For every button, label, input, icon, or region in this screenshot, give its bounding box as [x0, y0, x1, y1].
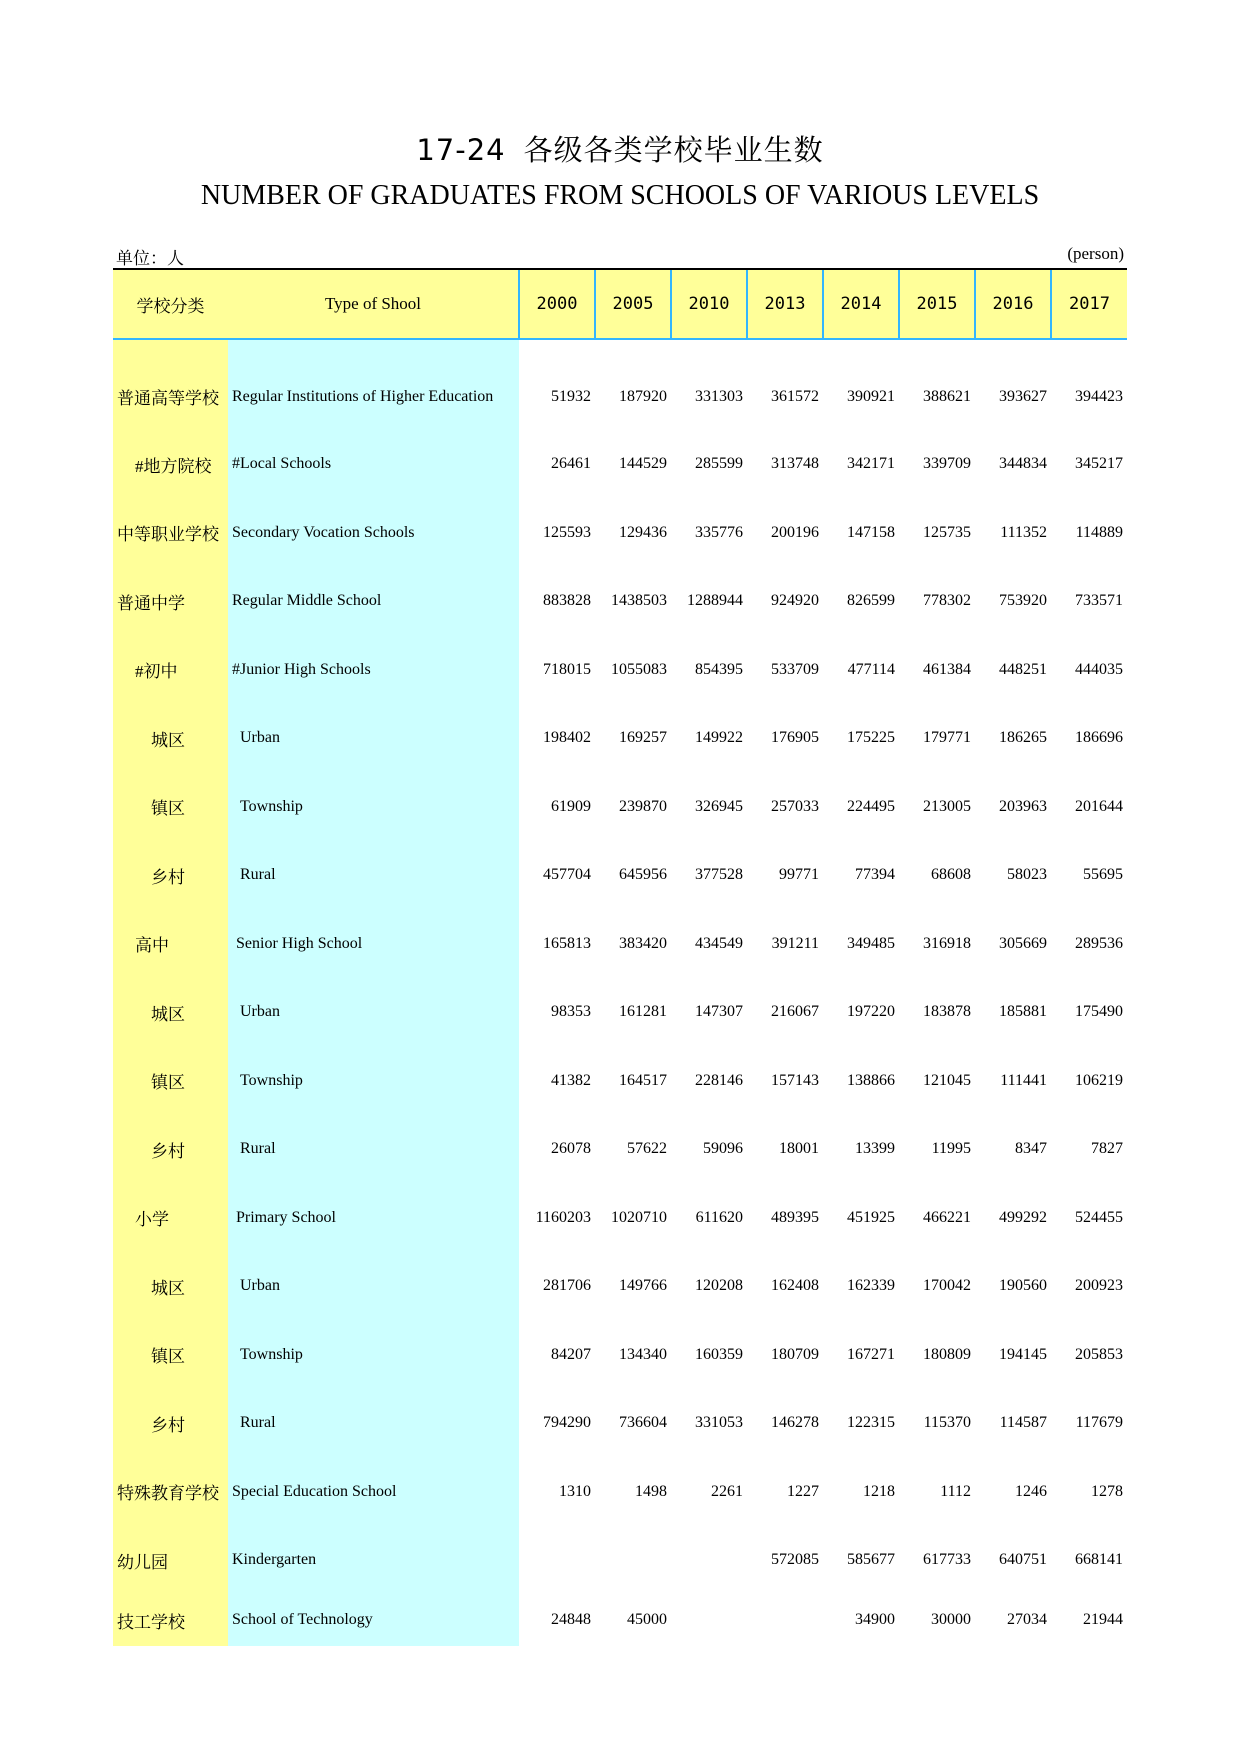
value-cell: 167271: [847, 1345, 895, 1363]
row-label-cn: 普通高等学校: [113, 339, 228, 430]
value-cell: 448251: [999, 660, 1047, 678]
value-cell: 169257: [619, 729, 667, 747]
value-cell: 466221: [923, 1208, 971, 1226]
value-cell: 826599: [847, 592, 895, 610]
value-cell: [671, 1526, 747, 1595]
table-row: [113, 1184, 1127, 1253]
value-cell: 213005: [923, 797, 971, 815]
value-cell: 383420: [619, 934, 667, 952]
row-label-cn: 城区: [113, 978, 228, 1047]
value-cell: 30000: [931, 1611, 971, 1628]
header-school-type-en: Type of Shool: [228, 269, 519, 339]
page-title-cn: [0, 128, 1240, 169]
value-cell: 144529: [619, 455, 667, 473]
row-label-en: Urban: [228, 704, 519, 773]
value-cell: 390921: [847, 387, 895, 405]
row-label-cn: 镇区: [113, 773, 228, 842]
value-cell: 190560: [999, 1277, 1047, 1295]
header-year: 2010: [671, 269, 747, 339]
value-cell: 342171: [847, 455, 895, 473]
value-cell: 106219: [1075, 1071, 1123, 1089]
value-cell: 499292: [999, 1208, 1047, 1226]
table-row: [113, 1252, 1127, 1321]
value-cell: 239870: [619, 797, 667, 815]
value-cell: 331053: [695, 1414, 743, 1432]
table-number: 17-24: [416, 133, 506, 167]
value-cell: 393627: [999, 387, 1047, 405]
table-row: [113, 1526, 1127, 1595]
value-cell: [671, 1595, 747, 1646]
row-label-en: Secondary Vocation Schools: [228, 499, 519, 568]
row-label-en: Rural: [228, 1115, 519, 1184]
value-cell: 394423: [1075, 387, 1123, 405]
value-cell: 176905: [771, 729, 819, 747]
value-cell: 175225: [847, 729, 895, 747]
row-label-cn: 乡村: [113, 841, 228, 910]
value-cell: 1310: [559, 1482, 591, 1500]
page-title-en: NUMBER OF GRADUATES FROM SCHOOLS OF VARIOUS LEVELS: [200, 180, 1040, 211]
value-cell: 281706: [543, 1277, 591, 1295]
table-row: [113, 636, 1127, 705]
row-label-en: Senior High School: [228, 910, 519, 979]
value-cell: 114587: [999, 1414, 1047, 1432]
value-cell: 339709: [923, 455, 971, 473]
value-cell: 201644: [1075, 797, 1123, 815]
value-cell: 197220: [847, 1003, 895, 1021]
value-cell: 200923: [1075, 1277, 1123, 1295]
row-label-en: Urban: [228, 1252, 519, 1321]
value-cell: 1278: [1091, 1482, 1123, 1500]
value-cell: 99771: [779, 866, 819, 884]
value-cell: 185881: [999, 1003, 1047, 1021]
value-cell: 645956: [619, 866, 667, 884]
table-row: [113, 1321, 1127, 1390]
value-cell: 778302: [923, 592, 971, 610]
value-cell: 11995: [931, 1140, 971, 1158]
value-cell: 183878: [923, 1003, 971, 1021]
value-cell: 611620: [695, 1208, 743, 1226]
value-cell: 129436: [619, 523, 667, 541]
value-cell: 13399: [855, 1140, 895, 1158]
value-cell: 180809: [923, 1345, 971, 1363]
table-header-row: [113, 269, 1127, 339]
row-label-cn: 中等职业学校: [113, 499, 228, 568]
table-body: [113, 339, 1127, 1646]
value-cell: 27034: [1007, 1611, 1047, 1628]
value-cell: 313748: [771, 455, 819, 473]
value-cell: 753920: [999, 592, 1047, 610]
value-cell: 1288944: [687, 592, 743, 610]
value-cell: 349485: [847, 934, 895, 952]
value-cell: 585677: [847, 1551, 895, 1569]
value-cell: 883828: [543, 592, 591, 610]
value-cell: 26078: [551, 1140, 591, 1158]
row-label-cn: #初中: [113, 636, 228, 705]
header-school-type-cn: 学校分类: [113, 269, 228, 339]
table-row: [113, 841, 1127, 910]
value-cell: 203963: [999, 797, 1047, 815]
value-cell: 55695: [1083, 866, 1123, 884]
header-year: 2000: [519, 269, 595, 339]
value-cell: 524455: [1075, 1208, 1123, 1226]
row-label-cn: #地方院校: [113, 430, 228, 499]
value-cell: 122315: [847, 1414, 895, 1432]
value-cell: 335776: [695, 523, 743, 541]
row-label-en: Rural: [228, 841, 519, 910]
value-cell: 160359: [695, 1345, 743, 1363]
value-cell: 59096: [703, 1140, 743, 1158]
title-cn-text: 各级各类学校毕业生数: [523, 133, 824, 167]
header-year: 2005: [595, 269, 671, 339]
value-cell: 668141: [1075, 1551, 1123, 1569]
value-cell: 461384: [923, 660, 971, 678]
value-cell: 77394: [855, 866, 895, 884]
table-row: [113, 499, 1127, 568]
value-cell: 24848: [551, 1611, 591, 1628]
value-cell: 617733: [923, 1551, 971, 1569]
value-cell: 121045: [923, 1071, 971, 1089]
row-label-cn: 城区: [113, 1252, 228, 1321]
value-cell: 361572: [771, 387, 819, 405]
graduates-table: [113, 268, 1127, 1646]
table-row: [113, 1115, 1127, 1184]
value-cell: 194145: [999, 1345, 1047, 1363]
value-cell: 216067: [771, 1003, 819, 1021]
value-cell: 345217: [1075, 455, 1123, 473]
value-cell: 125593: [543, 523, 591, 541]
value-cell: 179771: [923, 729, 971, 747]
unit-label-cn: 单位：人: [116, 249, 184, 268]
row-label-en: Urban: [228, 978, 519, 1047]
value-cell: 1438503: [611, 592, 667, 610]
value-cell: 125735: [923, 523, 971, 541]
value-cell: 34900: [855, 1611, 895, 1628]
value-cell: 175490: [1075, 1003, 1123, 1021]
value-cell: 316918: [923, 934, 971, 952]
value-cell: 257033: [771, 797, 819, 815]
header-year: 2015: [899, 269, 975, 339]
value-cell: 187920: [619, 387, 667, 405]
value-cell: 111352: [1000, 523, 1047, 541]
row-label-cn: 乡村: [113, 1115, 228, 1184]
table-row: [113, 430, 1127, 499]
value-cell: 1498: [635, 1482, 667, 1500]
table-row: [113, 339, 1127, 430]
value-cell: 1112: [940, 1482, 971, 1500]
value-cell: 7827: [1091, 1140, 1123, 1158]
value-cell: 434549: [695, 934, 743, 952]
value-cell: 1227: [787, 1482, 819, 1500]
value-cell: 572085: [771, 1551, 819, 1569]
value-cell: 111441: [1000, 1071, 1047, 1089]
value-cell: 457704: [543, 866, 591, 884]
value-cell: 147307: [695, 1003, 743, 1021]
value-cell: 924920: [771, 592, 819, 610]
header-year: 2013: [747, 269, 823, 339]
value-cell: 2261: [711, 1482, 743, 1500]
value-cell: 794290: [543, 1414, 591, 1432]
value-cell: 489395: [771, 1208, 819, 1226]
value-cell: 736604: [619, 1414, 667, 1432]
row-label-cn: 乡村: [113, 1389, 228, 1458]
value-cell: 285599: [695, 455, 743, 473]
value-cell: 8347: [1015, 1140, 1047, 1158]
row-label-cn: 高中: [113, 910, 228, 979]
value-cell: 41382: [551, 1071, 591, 1089]
row-label-en: Regular Middle School: [228, 567, 519, 636]
value-cell: 57622: [627, 1140, 667, 1158]
row-label-en: Township: [228, 1047, 519, 1116]
row-label-cn: 普通中学: [113, 567, 228, 636]
value-cell: 98353: [551, 1003, 591, 1021]
row-label-en: Special Education School: [228, 1458, 519, 1527]
value-cell: 228146: [695, 1071, 743, 1089]
value-cell: 289536: [1075, 934, 1123, 952]
value-cell: 200196: [771, 523, 819, 541]
row-label-en: Primary School: [228, 1184, 519, 1253]
value-cell: 162408: [771, 1277, 819, 1295]
value-cell: 115370: [923, 1414, 971, 1432]
value-cell: 186696: [1075, 729, 1123, 747]
value-cell: 58023: [1007, 866, 1047, 884]
value-cell: 149922: [695, 729, 743, 747]
value-cell: 1246: [1015, 1482, 1047, 1500]
value-cell: 388621: [923, 387, 971, 405]
value-cell: 68608: [931, 866, 971, 884]
value-cell: 205853: [1075, 1345, 1123, 1363]
value-cell: 344834: [999, 455, 1047, 473]
table-row: [113, 978, 1127, 1047]
value-cell: 1020710: [611, 1208, 667, 1226]
row-label-cn: 技工学校: [113, 1595, 228, 1646]
value-cell: 157143: [771, 1071, 819, 1089]
header-year: 2017: [1051, 269, 1127, 339]
value-cell: 391211: [771, 934, 819, 952]
row-label-cn: 小学: [113, 1184, 228, 1253]
value-cell: 138866: [847, 1071, 895, 1089]
table-row: [113, 567, 1127, 636]
value-cell: 84207: [551, 1345, 591, 1363]
table-row: [113, 1595, 1127, 1646]
value-cell: 164517: [619, 1071, 667, 1089]
row-label-cn: 城区: [113, 704, 228, 773]
row-label-en: Kindergarten: [228, 1526, 519, 1595]
value-cell: 114889: [1075, 523, 1123, 541]
table-row: [113, 1458, 1127, 1527]
table-row: [113, 1047, 1127, 1116]
value-cell: 117679: [1075, 1414, 1123, 1432]
value-cell: 377528: [695, 866, 743, 884]
value-cell: 120208: [695, 1277, 743, 1295]
value-cell: 224495: [847, 797, 895, 815]
value-cell: 162339: [847, 1277, 895, 1295]
row-label-en: Township: [228, 773, 519, 842]
value-cell: 451925: [847, 1208, 895, 1226]
value-cell: [519, 1526, 595, 1595]
value-cell: 305669: [999, 934, 1047, 952]
value-cell: 477114: [847, 660, 895, 678]
row-label-en: #Local Schools: [228, 430, 519, 499]
unit-label-en: (person): [1067, 244, 1124, 263]
value-cell: 21944: [1083, 1611, 1123, 1628]
table-row: [113, 910, 1127, 979]
row-label-en: School of Technology: [228, 1595, 519, 1646]
value-cell: 1218: [863, 1482, 895, 1500]
value-cell: 134340: [619, 1345, 667, 1363]
value-cell: 198402: [543, 729, 591, 747]
table-row: [113, 704, 1127, 773]
value-cell: 149766: [619, 1277, 667, 1295]
value-cell: 331303: [695, 387, 743, 405]
value-cell: 180709: [771, 1345, 819, 1363]
row-label-cn: 镇区: [113, 1321, 228, 1390]
table-row: [113, 773, 1127, 842]
value-cell: 718015: [543, 660, 591, 678]
value-cell: 165813: [543, 934, 591, 952]
row-label-cn: 幼儿园: [113, 1526, 228, 1595]
value-cell: 326945: [695, 797, 743, 815]
value-cell: [747, 1595, 823, 1646]
value-cell: 18001: [779, 1140, 819, 1158]
value-cell: 640751: [999, 1551, 1047, 1569]
row-label-cn: 特殊教育学校: [113, 1458, 228, 1527]
value-cell: 170042: [923, 1277, 971, 1295]
value-cell: 444035: [1075, 660, 1123, 678]
row-label-cn: 镇区: [113, 1047, 228, 1116]
row-label-en: #Junior High Schools: [228, 636, 519, 705]
value-cell: 186265: [999, 729, 1047, 747]
row-label-en: Rural: [228, 1389, 519, 1458]
value-cell: [595, 1526, 671, 1595]
header-year: 2016: [975, 269, 1051, 339]
table-row: [113, 1389, 1127, 1458]
value-cell: 161281: [619, 1003, 667, 1021]
value-cell: 147158: [847, 523, 895, 541]
value-cell: 854395: [695, 660, 743, 678]
row-label-en: Regular Institutions of Higher Education: [228, 339, 519, 430]
value-cell: 45000: [627, 1611, 667, 1628]
value-cell: 1055083: [611, 660, 667, 678]
value-cell: 1160203: [535, 1208, 591, 1226]
row-label-en: Township: [228, 1321, 519, 1390]
value-cell: 51932: [551, 387, 591, 405]
value-cell: 146278: [771, 1414, 819, 1432]
value-cell: 733571: [1075, 592, 1123, 610]
value-cell: 61909: [551, 797, 591, 815]
value-cell: 26461: [551, 455, 591, 473]
value-cell: 533709: [771, 660, 819, 678]
header-year: 2014: [823, 269, 899, 339]
